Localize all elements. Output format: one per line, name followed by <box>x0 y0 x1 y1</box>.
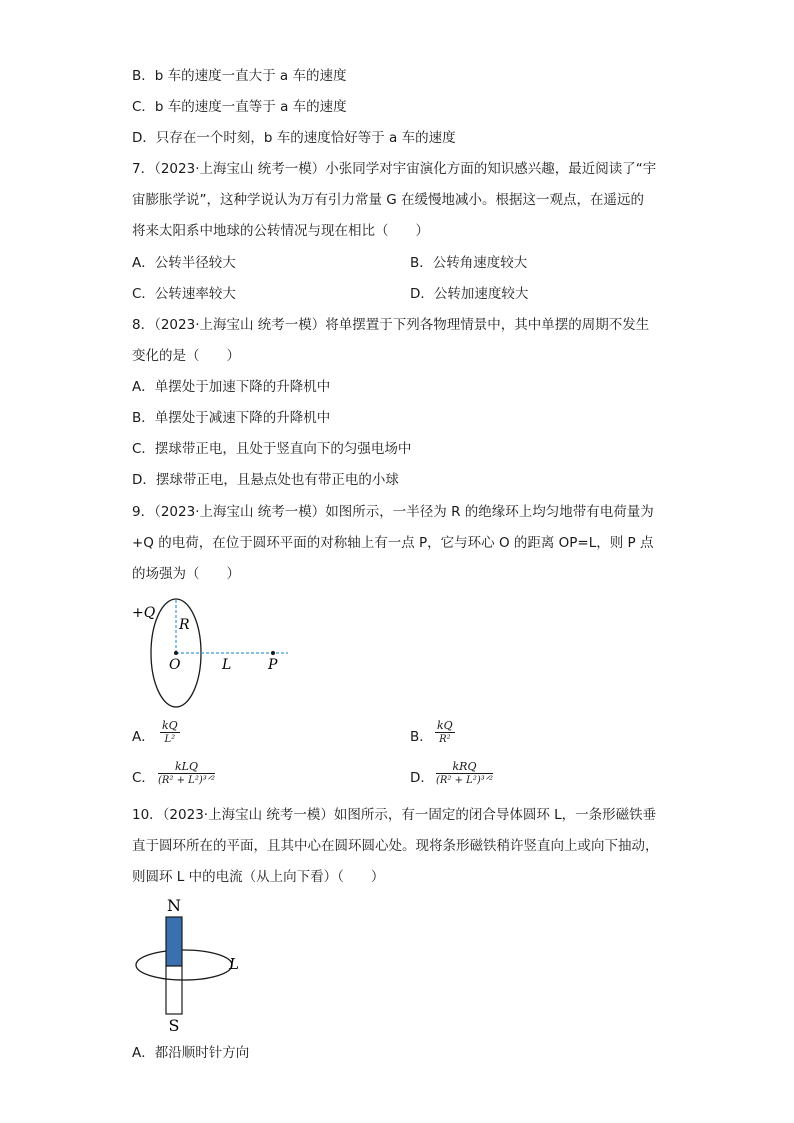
q8-stem-line-2: 变化的是（ ） <box>132 348 240 364</box>
distance-label: L <box>222 657 232 673</box>
q6-option-b: B．b 车的速度一直大于 a 车的速度 <box>132 68 347 84</box>
q9-option-c-fraction <box>158 760 215 787</box>
radius-label: R <box>179 617 190 633</box>
q6-option-c: C．b 车的速度一直等于 a 车的速度 <box>132 99 347 115</box>
q7-option-c: C．公转速率较大 <box>132 286 236 302</box>
q7-stem-line-3: 将来太阳系中地球的公转情况与现在相比（ ） <box>132 223 429 239</box>
q9-option-b-fraction <box>435 719 455 746</box>
fraction-numerator: kRQ <box>436 760 493 774</box>
point-label: P <box>268 657 278 673</box>
ring-front <box>136 965 232 980</box>
q9-option-a-letter: A． <box>132 729 155 745</box>
q10-stem-line-1: 10．（2023·上海宝山 统考一模）如图所示，有一固定的闭合导体圆环 L，一条形磁铁垂 <box>132 807 657 823</box>
fraction-denominator: L² <box>164 734 176 745</box>
q9-option-a-fraction <box>160 719 180 746</box>
q7-option-a: A．公转半径较大 <box>132 255 236 271</box>
q7-option-d: D．公转加速度较大 <box>410 286 529 302</box>
fraction-numerator: kQ <box>162 719 178 732</box>
fraction-numerator: kQ <box>437 719 453 732</box>
ring-label: L <box>229 955 239 973</box>
q7-stem-line-2: 宙膨胀学说”，这种学说认为万有引力常量 G 在缓慢地减小。根据这一观点，在遥远的 <box>132 192 645 208</box>
q10-stem-line-3: 则圆环 L 中的电流（从上向下看）（ ） <box>132 869 385 885</box>
ring-back <box>136 950 232 965</box>
magnet-south-half <box>166 966 182 1014</box>
q9-option-c-letter: C． <box>132 770 155 786</box>
q9-stem-line-2: +Q 的电荷，在位于圆环平面的对称轴上有一点 P，它与环心 O 的距离 OP=L，则 P 点 <box>132 535 654 551</box>
q8-option-c: C．摆球带正电，且处于竖直向下的匀强电场中 <box>132 441 412 457</box>
south-pole-label: S <box>168 1016 180 1035</box>
q9-stem-line-3: 的场强为（ ） <box>132 566 240 582</box>
fraction-numerator: kLQ <box>158 760 215 774</box>
point-p <box>271 651 275 655</box>
magnet-ring-figure <box>130 893 240 1035</box>
q10-option-a: A．都沿顺时针方向 <box>132 1045 250 1061</box>
q8-option-b: B．单摆处于减速下降的升降机中 <box>132 410 331 426</box>
q6-option-d: D．只存在一个时刻，b 车的速度恰好等于 a 车的速度 <box>132 130 456 146</box>
q8-option-a: A．单摆处于加速下降的升降机中 <box>132 379 331 395</box>
q9-option-b-letter: B． <box>410 729 433 745</box>
charged-ring-figure <box>130 595 300 715</box>
q10-stem-line-2: 直于圆环所在的平面，且其中心在圆环圆心处。现将条形磁铁稍许竖直向上或向下抽动， <box>132 838 659 854</box>
fraction-denominator: R² <box>439 734 451 745</box>
center-point <box>174 651 178 655</box>
north-pole-label: N <box>167 896 181 915</box>
q7-stem-line-1: 7．（2023·上海宝山 统考一模）小张同学对宇宙演化方面的知识感兴趣，最近阅读了“宇 <box>132 161 657 177</box>
fraction-denominator: (R² + L²)³ᐟ² <box>158 775 215 786</box>
q9-option-d-letter: D． <box>410 770 434 786</box>
charge-label: +Q <box>132 605 156 621</box>
q7-option-b: B．公转角速度较大 <box>410 255 528 271</box>
q8-stem-line-1: 8．（2023·上海宝山 统考一模）将单摆置于下列各物理情景中，其中单摆的周期不发生 <box>132 317 650 333</box>
q9-stem-line-1: 9．（2023·上海宝山 统考一模）如图所示，一半径为 R 的绝缘环上均匀地带有电荷量为 <box>132 504 654 520</box>
magnet-north-half <box>166 917 182 966</box>
fraction-denominator: (R² + L²)³ᐟ² <box>436 775 493 786</box>
q8-option-d: D．摆球带正电，且悬点处也有带正电的小球 <box>132 472 399 488</box>
center-label: O <box>169 657 181 673</box>
q9-option-d-fraction <box>436 760 493 787</box>
